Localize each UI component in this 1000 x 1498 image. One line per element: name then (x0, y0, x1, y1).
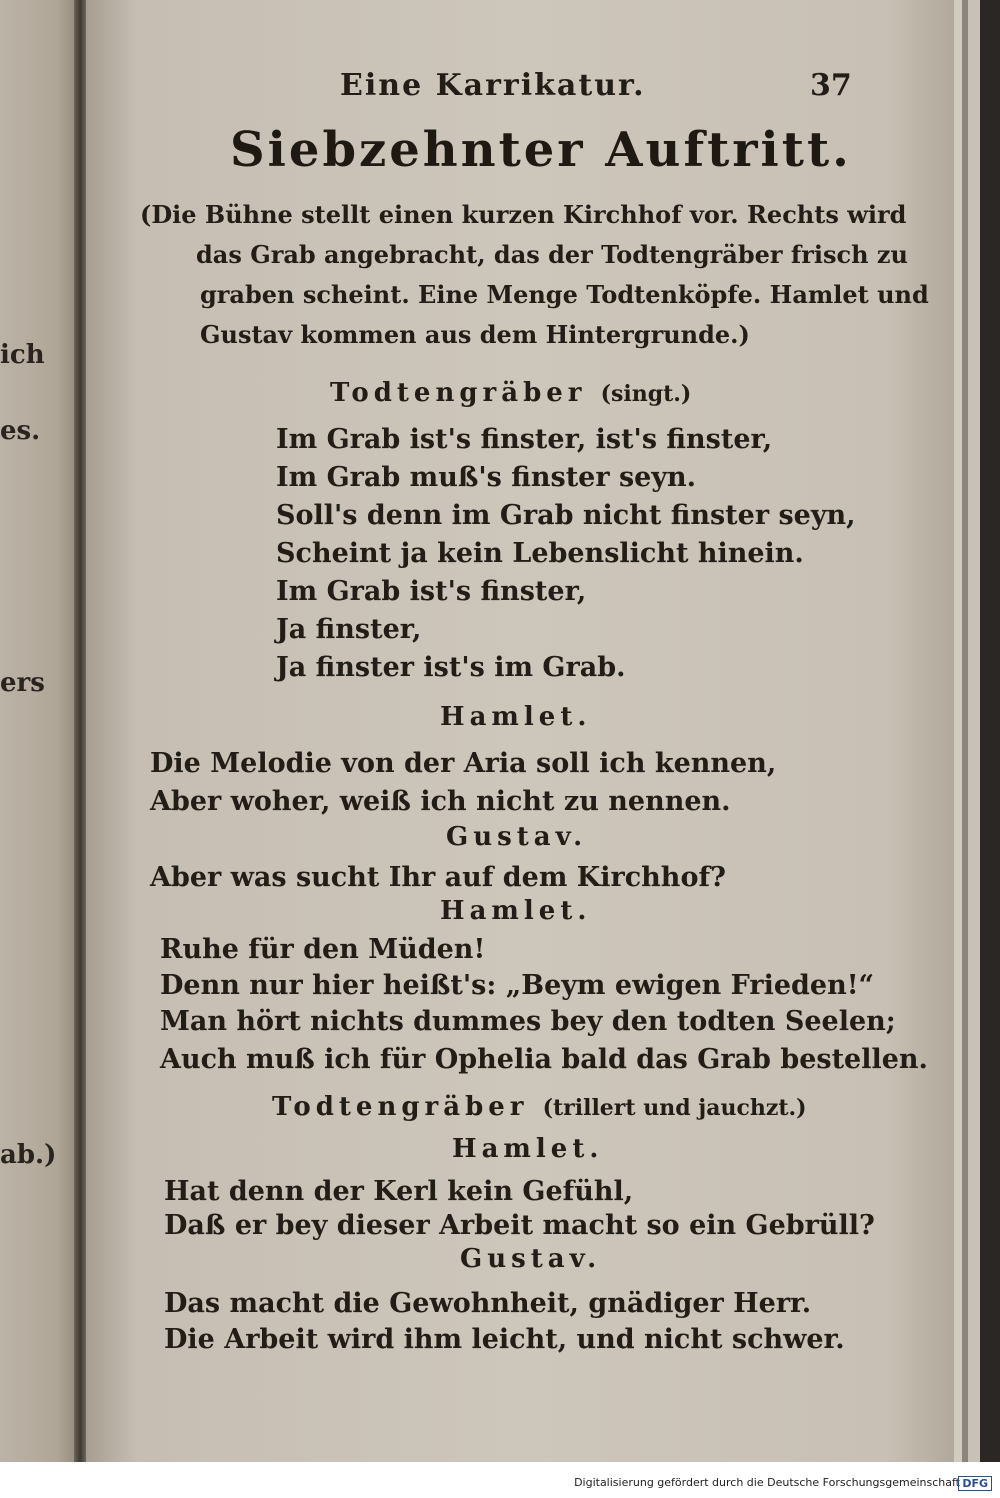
page-edge (968, 0, 980, 1462)
stage-direction-line: Gustav kommen aus dem Hintergrunde.) (200, 320, 750, 349)
left-page (0, 0, 82, 1462)
verse-line: Im Grab ist's finster, ist's finster, (276, 424, 773, 455)
speaker-name: Hamlet. (452, 1134, 604, 1164)
dfg-logo: DFG (958, 1476, 992, 1491)
page-edge (954, 0, 962, 1462)
verse-line: Aber woher, weiß ich nicht zu nennen. (150, 786, 731, 817)
speaker-name: Hamlet. (440, 702, 592, 732)
left-page-fragment: ab.) (0, 1140, 57, 1170)
stage-direction-line: graben scheint. Eine Menge Todtenköpfe. Hamlet und (200, 280, 929, 309)
left-page-fragment: ich (0, 340, 45, 370)
speaker-name: Todtengräber (trillert und jauchzt.) (272, 1092, 807, 1122)
page-edge (980, 0, 1000, 1462)
speaker-note: (singt.) (600, 381, 692, 407)
page-number: 37 (810, 68, 852, 103)
left-page-fragment: ers (0, 668, 45, 698)
verse-line: Ja finster ist's im Grab. (276, 652, 626, 683)
verse-line: Ja finster, (276, 614, 422, 645)
verse-line: Soll's denn im Grab nicht finster seyn, (276, 500, 856, 531)
speaker-name: Todtengräber (singt.) (330, 378, 692, 408)
scene-title: Siebzehnter Auftritt. (230, 122, 852, 178)
verse-line: Scheint ja kein Lebenslicht hinein. (276, 538, 804, 569)
verse-line: Hat denn der Kerl kein Gefühl, (164, 1176, 634, 1207)
speaker-name: Hamlet. (440, 896, 592, 926)
verse-line: Die Melodie von der Aria soll ich kennen, (150, 748, 777, 779)
verse-line: Denn nur hier heißt's: „Beym ewigen Frieden!“ (160, 970, 875, 1001)
verse-line: Im Grab muß's finster seyn. (276, 462, 697, 493)
verse-line: Das macht die Gewohnheit, gnädiger Herr. (164, 1288, 812, 1319)
verse-line: Man hört nichts dummes bey den todten Seelen; (160, 1006, 896, 1037)
running-head: Eine Karrikatur. (340, 68, 646, 103)
stage-direction-line: (Die Bühne stellt einen kurzen Kirchhof vor. Rechts wird (140, 200, 907, 229)
speaker-note: (trillert und jauchzt.) (542, 1095, 807, 1121)
verse-line: Daß er bey dieser Arbeit macht so ein Gebrüll? (164, 1210, 875, 1241)
verse-line: Die Arbeit wird ihm leicht, und nicht schwer. (164, 1324, 845, 1355)
left-page-fragment: es. (0, 416, 41, 446)
speaker-name: Gustav. (446, 822, 588, 852)
funding-credit: Digitalisierung gefördert durch die Deutsche Forschungsgemeinschaft (574, 1476, 960, 1489)
verse-line: Ruhe für den Müden! (160, 934, 486, 965)
verse-line: Auch muß ich für Ophelia bald das Grab bestellen. (160, 1044, 928, 1075)
verse-line: Aber was sucht Ihr auf dem Kirchhof? (150, 862, 726, 893)
verse-line: Im Grab ist's finster, (276, 576, 587, 607)
stage-direction-line: das Grab angebracht, das der Todtengräber frisch zu (196, 240, 908, 269)
speaker-name: Gustav. (460, 1244, 602, 1274)
